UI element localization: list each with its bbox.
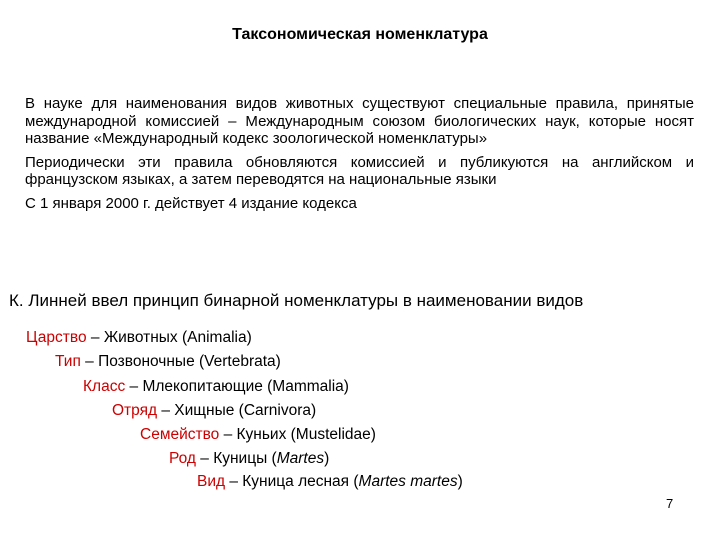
hierarchy-row-phylum	[55, 352, 281, 372]
intro-text-block	[25, 95, 694, 212]
rank-separator: –	[219, 426, 237, 443]
hierarchy-row-kingdom	[26, 328, 252, 348]
rank-name-kingdom: Царство	[26, 329, 87, 346]
hierarchy-row-genus	[169, 449, 329, 469]
rank-value-phylum: Позвоночные (Vertebrata)	[98, 353, 281, 370]
rank-value-genus-suffix: )	[324, 450, 330, 467]
rank-value-species-prefix: Куница лесная (	[242, 473, 359, 490]
rank-name-order: Отряд	[112, 402, 158, 419]
rank-value-genus-latin: Martes	[276, 450, 325, 467]
rank-separator: –	[225, 473, 243, 490]
hierarchy-row-species	[197, 472, 463, 492]
rank-separator: –	[80, 353, 99, 370]
rank-separator: –	[157, 402, 175, 419]
paragraph-rule-updates: Периодически эти правила обновляются комиссией и публикуются на английском и французском языках, а затем переводятся на национальные языки	[25, 153, 694, 188]
rank-value-species-latin: Martes martes	[358, 473, 458, 490]
slide-title: Таксономическая номенклатура	[232, 26, 488, 43]
linnaeus-statement: К. Линней ввел принцип бинарной номенклатуры в наименовании видов	[9, 291, 584, 310]
page-number: 7	[666, 496, 674, 511]
paragraph-naming-rules: В науке для наименования видов животных существуют специальные правила, принятые международной комиссией – Международным союзом биологических наук, которые носят название «Международный кодекс зоологической номенклатуры»	[25, 95, 694, 147]
rank-separator: –	[195, 450, 214, 467]
rank-value-genus-prefix: Куницы (	[213, 450, 277, 467]
rank-name-genus: Род	[169, 450, 196, 467]
rank-value-order: Хищные (Carnivora)	[174, 402, 317, 419]
rank-separator: –	[86, 329, 104, 346]
rank-separator: –	[125, 378, 143, 395]
rank-name-class: Класс	[83, 378, 126, 395]
rank-value-family: Куньих (Mustelidae)	[236, 426, 376, 443]
hierarchy-row-class	[83, 377, 349, 397]
rank-value-kingdom: Животных (Animalia)	[103, 329, 252, 346]
rank-value-class: Млекопитающие (Mammalia)	[142, 378, 349, 395]
rank-name-phylum: Тип	[55, 353, 81, 370]
rank-name-species: Вид	[197, 473, 226, 490]
hierarchy-row-family	[140, 425, 376, 445]
rank-value-species-suffix: )	[457, 473, 463, 490]
hierarchy-row-order	[112, 401, 316, 421]
rank-name-family: Семейство	[140, 426, 220, 443]
paragraph-code-edition: С 1 января 2000 г. действует 4 издание кодекса	[25, 194, 357, 212]
